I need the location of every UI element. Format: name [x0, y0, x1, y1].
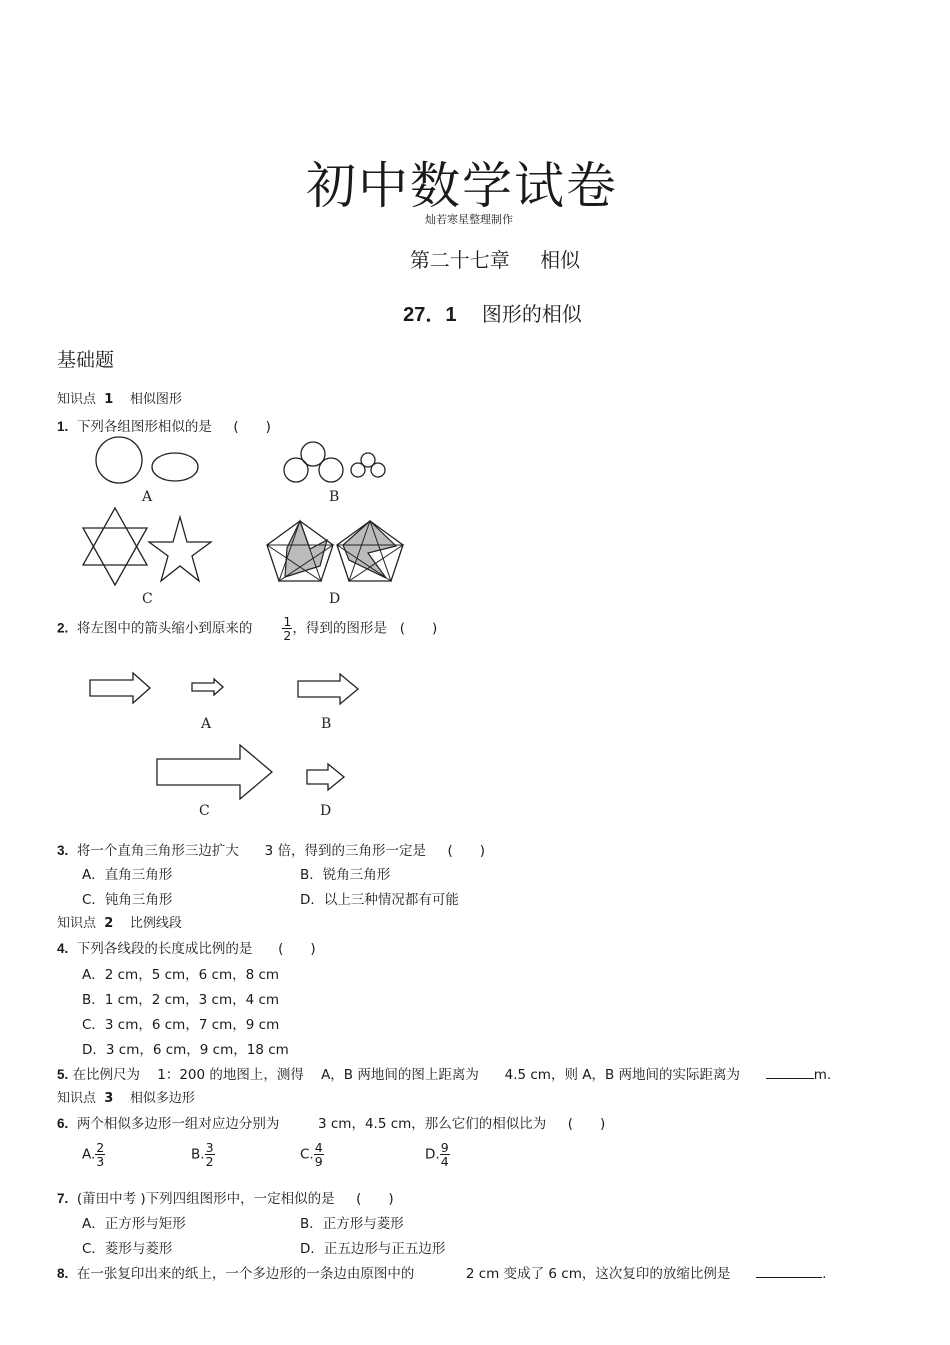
q3-option-d: D．以上三种情况都有可能 — [300, 892, 459, 908]
question-text-2: 3 cm，4.5 cm，那么它们的相似比为 — [317, 1116, 547, 1132]
q2-label-b: B — [321, 716, 332, 732]
knowledge-point-3 — [57, 1087, 195, 1106]
question-number: 8. — [57, 1266, 69, 1281]
q6-option-c — [300, 1141, 324, 1168]
option-letter: A. — [82, 1146, 96, 1163]
knowledge-point-2 — [57, 912, 182, 931]
q4-option-c: C．3 cm，6 cm，7 cm，9 cm — [82, 1017, 280, 1033]
question-number: 5. — [57, 1067, 69, 1082]
document-title: 初中数学试卷 — [306, 157, 618, 215]
fraction-numerator: 1 — [283, 614, 292, 629]
question-4 — [57, 937, 316, 957]
kp-label: 知识点 — [57, 392, 97, 407]
answer-paren: ( ) — [356, 1191, 394, 1207]
unit-text: m. — [813, 1067, 832, 1083]
answer-paren: ( ) — [447, 843, 486, 859]
arrow-option-b — [298, 674, 358, 704]
kp-label: 知识点 — [57, 1091, 97, 1106]
q1-label-c: C — [142, 591, 153, 607]
kp-name: 相似多边形 — [129, 1091, 195, 1106]
q7-option-d: D．正五边形与正五边形 — [300, 1241, 446, 1257]
q2-label-d: D — [320, 803, 332, 819]
answer-paren: ( ) — [278, 941, 316, 957]
kp-label: 知识点 — [57, 916, 97, 931]
question-number: 6. — [57, 1116, 69, 1131]
fraction-numerator: 3 — [205, 1140, 214, 1155]
arrow-option-a — [192, 679, 223, 695]
question-number: 1. — [57, 419, 69, 434]
fraction-denominator: 9 — [314, 1154, 323, 1169]
q6-option-d — [425, 1141, 450, 1168]
fraction-denominator: 3 — [96, 1154, 105, 1169]
part-heading: 基础题 — [57, 349, 115, 371]
answer-blank[interactable] — [766, 1078, 814, 1079]
question-number: 3. — [57, 843, 69, 858]
q7-option-c: C．菱形与菱形 — [82, 1241, 173, 1257]
q1-label-a: A — [142, 489, 153, 505]
question-text-2: 2 cm 变成了 6 cm，这次复印的放缩比例是 — [465, 1266, 731, 1282]
option-letter: D. — [425, 1146, 440, 1163]
question-text-2: 3 倍，得到的三角形一定是 — [264, 843, 426, 859]
fraction-denominator: 4 — [440, 1154, 449, 1169]
question-text: 将左图中的箭头缩小到原来的 — [76, 620, 253, 637]
answer-paren: ( ) — [399, 620, 438, 637]
question-text: (莆田中考 )下列四组图形中，一定相似的是 — [76, 1191, 335, 1207]
fraction-numerator: 2 — [96, 1140, 105, 1155]
question-text: 下列各线段的长度成比例的是 — [76, 941, 253, 957]
kp-name: 相似图形 — [129, 392, 182, 407]
q3-option-c: C．钝角三角形 — [82, 892, 173, 908]
fraction-numerator: 9 — [440, 1140, 449, 1155]
q3-option-b: B．锐角三角形 — [300, 867, 391, 883]
q7-option-b: B．正方形与菱形 — [300, 1216, 404, 1232]
fraction-denominator: 2 — [205, 1154, 214, 1169]
chapter-title: 第二十七章 相似 — [409, 248, 581, 272]
kp-number: 3 — [104, 1091, 114, 1106]
question-8 — [57, 1262, 826, 1282]
section-name: 图形的相似 — [481, 302, 582, 326]
question-text-2: 1：200 的地图上，测得 — [157, 1067, 304, 1083]
arrow-original — [90, 673, 150, 703]
question-number: 7. — [57, 1191, 69, 1206]
question-text-3: A，B 两地间的图上距离为 — [321, 1067, 479, 1083]
question-7 — [57, 1187, 394, 1207]
kp-number: 1 — [104, 392, 114, 407]
document-maker: 灿若寒星整理制作 — [425, 213, 513, 226]
question-text: 下列各组图形相似的是 — [76, 419, 212, 435]
q6-option-a — [82, 1141, 105, 1168]
q1-label-d: D — [329, 591, 341, 607]
answer-blank[interactable] — [756, 1277, 822, 1278]
q2-label-c: C — [199, 803, 210, 819]
arrow-option-c — [157, 745, 272, 799]
section-number: 27．1 — [403, 304, 457, 326]
question-3 — [57, 839, 485, 859]
answer-paren: ( ) — [567, 1116, 606, 1132]
fraction-numerator: 4 — [314, 1140, 323, 1155]
q6-option-b — [191, 1141, 215, 1168]
q2-label-a: A — [201, 716, 212, 732]
q4-option-b: B．1 cm，2 cm，3 cm，4 cm — [82, 992, 280, 1008]
q4-option-d: D．3 cm，6 cm，9 cm，18 cm — [82, 1042, 289, 1058]
question-text: 两个相似多边形一组对应边分别为 — [76, 1116, 280, 1132]
question-number: 2. — [57, 620, 69, 636]
question-6 — [57, 1112, 605, 1132]
kp-number: 2 — [104, 916, 114, 931]
question-text: 将一个直角三角形三边扩大 — [76, 843, 239, 859]
question-text-after: ，得到的图形是 — [292, 620, 387, 637]
option-letter: B. — [191, 1146, 205, 1163]
end-period: . — [822, 1266, 827, 1282]
q3-option-a: A．直角三角形 — [82, 867, 173, 883]
q7-option-a: A．正方形与矩形 — [82, 1216, 186, 1232]
q1-label-b: B — [329, 489, 340, 505]
question-number: 4. — [57, 941, 69, 956]
fraction-denominator: 2 — [283, 628, 292, 643]
question-text: 在比例尺为 — [72, 1067, 141, 1083]
arrow-option-d — [307, 764, 344, 790]
question-text-4: 4.5 cm，则 A，B 两地间的实际距离为 — [504, 1067, 741, 1083]
q4-option-a: A．2 cm，5 cm，6 cm，8 cm — [82, 967, 280, 983]
answer-paren: ( ) — [233, 419, 271, 435]
kp-name: 比例线段 — [129, 916, 182, 931]
question-5 — [57, 1063, 831, 1083]
question-text: 在一张复印出来的纸上，一个多边形的一条边由原图中的 — [76, 1266, 415, 1282]
option-letter: C. — [300, 1146, 314, 1163]
